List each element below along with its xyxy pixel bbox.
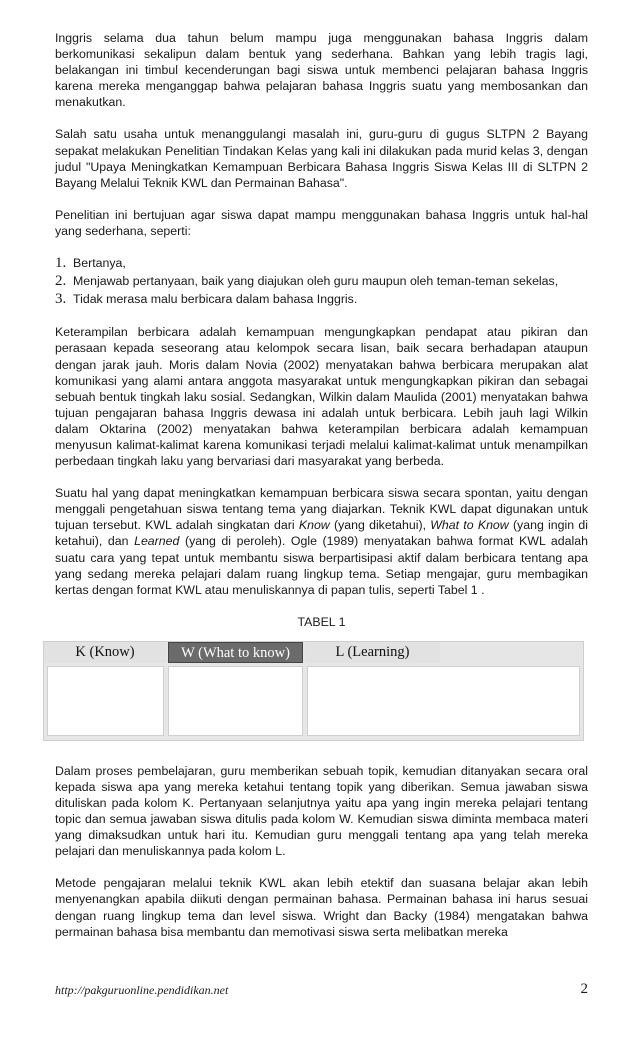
header-cell-know: K (Know) bbox=[44, 642, 166, 663]
text-run: Suatu hal yang dapat meningkatkan kemampuan berbicara siswa secara spontan, yaitu dengan menggali pengetahuan siswa tentang tema yang diajarkan. Teknik KWL dapat digunakan untuk tujuan tersebut. KWL adalah singkatan dari bbox=[55, 486, 588, 533]
table-cell-what-to-know bbox=[168, 666, 303, 736]
document-page bbox=[55, 30, 588, 956]
italic-term-know: Know bbox=[298, 518, 330, 533]
text-run: (yang ingin di ketahui), dan bbox=[55, 518, 588, 549]
paragraph-kwl-technique bbox=[55, 485, 588, 598]
footer-url[interactable]: http://pakguruonline.pendidikan.net bbox=[55, 983, 229, 997]
header-cell-learning: L (Learning) bbox=[305, 642, 440, 663]
paragraph-language-games: Metode pengajaran melalui teknik KWL akan lebih etektif dan suasana belajar akan lebih menyenangkan apabila diikuti dengan permainan bahasa. Permainan bahasa ini harus sesuai dengan ruang lingkup tema dan level siswa. Wright dan Backy (1984) mengatakan bahwa permainan bahasa bisa membantu dan memotivasi siswa serta melibatkan mereka bbox=[55, 876, 588, 939]
list-number: 1. bbox=[55, 255, 67, 272]
goal-list bbox=[55, 255, 588, 307]
paragraph-speaking-skill: Keterampilan berbicara adalah kemampuan mengungkapkan pendapat atau pikiran dan perasaan kepada seseorang atau kelompok secara lisan, baik secara berhadapan ataupun dengan jarak jauh. Moris dalam Novia (2002) menyatakan bahwa berbicara merupakan alat komunikasi yang alami antara anggota masyarakat untuk mengungkapkan pikiran dan sebagai sebuah bentuk tingkah laku sosial. Sedangkan, Wilkin dalam Maulida (2001) menyatakan bahwa tujuan pengajaran bahasa Inggris dewasa ini adalah untuk berbicara. Lebih jauh lagi Wilkin dalam Oktarina (2002) menyatakan bahwa keterampilan berbicara adalah kemampuan menyusun kalimat-kalimat karena komunikasi terjadi melalui kalimat-kalimat untuk menampilkan perbedaan tingkah laku yang bervariasi dari masyarakat yang berbeda. bbox=[55, 325, 588, 469]
paragraph-research-goal: Penelitian ini bertujuan agar siswa dapat mampu menggunakan bahasa Inggris untuk hal-hal yang sederhana, seperti: bbox=[55, 207, 588, 238]
kwl-table-header bbox=[44, 642, 583, 663]
italic-term-learned: Learned bbox=[134, 534, 180, 549]
paragraph-intro: Inggris selama dua tahun belum mampu juga menggunakan bahasa Inggris dalam berkomunikasi sekalipun dalam bentuk yang sederhana. Bahkan yang lebih tragis lagi, belakangan ini timbul kecenderungan bagi siswa untuk membenci pelajaran bahasa Inggris karena mereka menganggap bahwa pelajaran bahasa Inggris suatu yang membosankan dan menakutkan. bbox=[55, 31, 588, 110]
list-text: Tidak merasa malu berbicara dalam bahasa Inggris. bbox=[73, 292, 358, 307]
page-number: 2 bbox=[580, 981, 588, 997]
list-number: 2. bbox=[55, 273, 67, 290]
list-item bbox=[55, 255, 588, 271]
italic-term-what-to-know: What to Know bbox=[430, 518, 509, 533]
text-run: (yang diketahui), bbox=[329, 518, 431, 533]
paragraph-research-title: Salah satu usaha untuk menanggulangi masalah ini, guru-guru di gugus SLTPN 2 Bayang sepakat melakukan Penelitian Tindakan Kelas yang kali ini dilakukan pada murid kelas 3, dengan judul "Upaya Meningkatkan Kemampuan Berbicara Bahasa Inggris Siswa Kelas III di SLTPN 2 Bayang Melalui Teknik KWL dan Permainan Bahasa". bbox=[55, 127, 588, 190]
kwl-table-body bbox=[44, 663, 583, 740]
table-title: TABEL 1 bbox=[297, 614, 346, 629]
list-text: Bertanya, bbox=[73, 256, 126, 271]
list-text: Menjawab pertanyaan, baik yang diajukan oleh guru maupun oleh teman-teman sekelas, bbox=[73, 274, 559, 289]
list-item bbox=[55, 291, 588, 307]
header-cell-what-to-know: W (What to know) bbox=[168, 642, 303, 663]
text-run: (yang di peroleh). Ogle (1989) menyatakan bahwa format KWL adalah suatu cara yang tepat untuk membantu siswa berpartisipasi aktif dalam berbicara tentang apa yang sedang mereka pelajari dalam ruang lingkup tema. Setiap mengajar, guru membagikan kertas dengan format KWL atau menuliskannya di papan tulis, seperti Tabel 1 . bbox=[55, 534, 588, 597]
page-footer bbox=[55, 983, 588, 1003]
list-item bbox=[55, 273, 588, 289]
table-cell-learning bbox=[307, 666, 580, 736]
paragraph-learning-process: Dalam proses pembelajaran, guru memberikan sebuah topik, kemudian ditanyakan secara oral kepada siswa apa yang mereka ketahui tentang topik yang diberikan. Semua jawaban siswa dituliskan pada kolom K. Pertanyaan selanjutnya yaitu apa yang ingin mereka pelajari tentang topic dan semua jawaban siswa ditulis pada kolom W. Kemudian siswa diminta membaca materi yang dimaksudkan untuk hari itu. Kemudian guru menggali tentang apa yang telah mereka pelajari dan menuliskannya pada kolom L. bbox=[55, 763, 588, 859]
list-number: 3. bbox=[55, 291, 67, 308]
table-cell-know bbox=[47, 666, 164, 736]
kwl-table bbox=[43, 641, 584, 741]
